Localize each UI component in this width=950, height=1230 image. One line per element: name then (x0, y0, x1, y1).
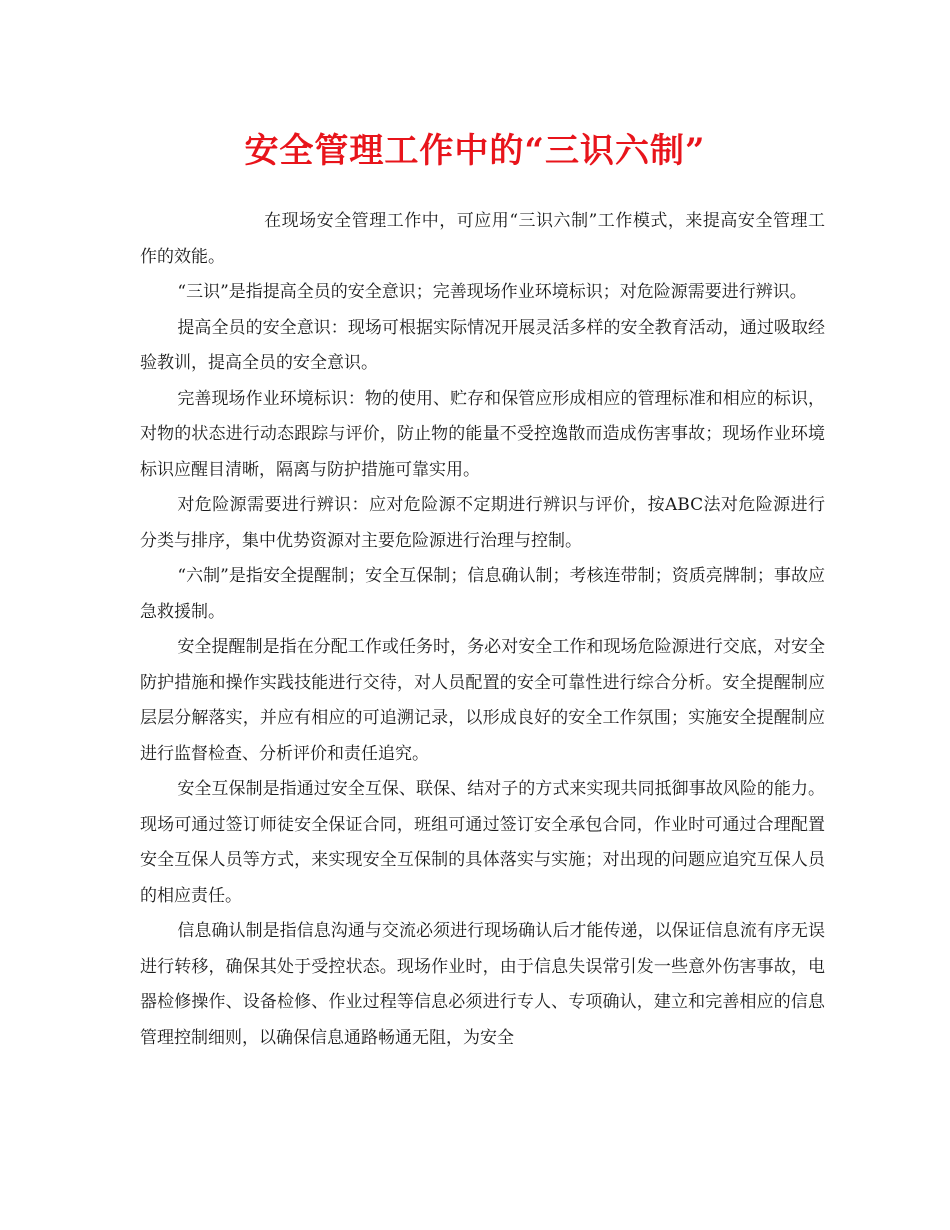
document-body (140, 204, 825, 1056)
paragraph-safety-reminder: 安全提醒制是指在分配工作或任务时，务必对安全工作和现场危险源进行交底，对安全防护措施和操作实践技能进行交待，对人员配置的安全可靠性进行综合分析。安全提醒制应层层分解落实，并应有相应的可追溯记录，以形成良好的安全工作氛围；实施安全提醒制应进行监督检查、分析评价和责任追究。 (140, 637, 825, 764)
paragraph-information-confirmation: 信息确认制是指信息沟通与交流必须进行现场确认后才能传递，以保证信息流有序无误进行转移，确保其处于受控状态。现场作业时，由于信息失误常引发一些意外伤害事故，电器检修操作、设备检修、作业过程等信息必须进行专人、专项确认，建立和完善相应的信息管理控制细则，以确保信息通路畅通无阻，为安全 (140, 921, 825, 1048)
paragraph-intro: 在现场安全管理工作中，可应用“三识六制”工作模式，来提高安全管理工作的效能。 (140, 211, 825, 267)
paragraph-safety-awareness: 提高全员的安全意识：现场可根据实际情况开展灵活多样的安全教育活动，通过吸取经验教训，提高全员的安全意识。 (140, 317, 825, 373)
paragraph-environment-signage: 完善现场作业环境标识：物的使用、贮存和保管应形成相应的管理标准和相应的标识，对物的状态进行动态跟踪与评价，防止物的能量不受控逸散而造成伤害事故；现场作业环境标识应醒目清晰，隔离与防护措施可靠实用。 (140, 388, 825, 480)
paragraph-hazard-identification: 对危险源需要进行辨识：应对危险源不定期进行辨识与评价，按ABC法对危险源进行分类与排序，集中优势资源对主要危险源进行治理与控制。 (140, 495, 825, 551)
paragraph-three-awareness: “三识”是指提高全员的安全意识；完善现场作业环境标识；对危险源需要进行辨识。 (177, 282, 807, 302)
paragraph-six-systems: “六制”是指安全提醒制；安全互保制；信息确认制；考核连带制；资质亮牌制；事故应急救援制。 (140, 566, 825, 622)
paragraph-mutual-protection: 安全互保制是指通过安全互保、联保、结对子的方式来实现共同抵御事故风险的能力。现场可通过签订师徒安全保证合同，班组可通过签订安全承包合同，作业时可通过合理配置安全互保人员等方式，来实现安全互保制的具体落实与实施；对出现的问题应追究互保人员的相应责任。 (140, 779, 825, 906)
document-title: 安全管理工作中的“三识六制” (244, 131, 706, 171)
